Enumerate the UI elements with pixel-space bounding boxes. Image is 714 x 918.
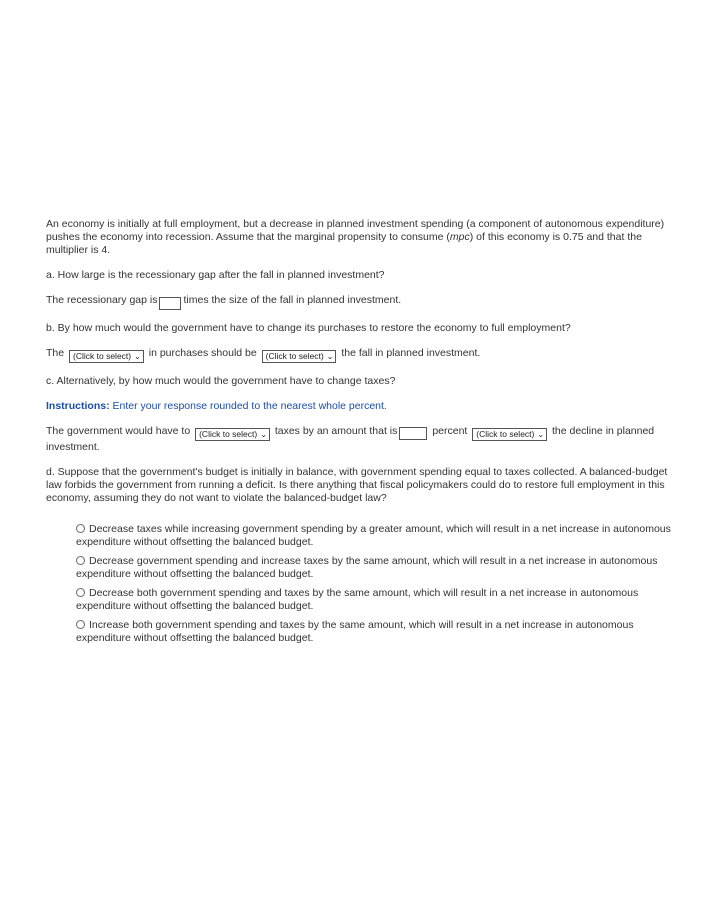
option-label: Decrease government spending and increase taxes by the same amount, which will result in a net increase in autonomous expenditure without offsetting the balanced budget. bbox=[76, 554, 658, 580]
part-b-select-amount[interactable] bbox=[262, 350, 337, 363]
part-c-mid2: percent bbox=[432, 424, 468, 437]
part-a-post: times the size of the fall in planned investment. bbox=[183, 294, 402, 306]
part-d-question: d. Suppose that the government's budget is initially in balance, with government spending equal to taxes collected. A balanced-budget law forbids the government from running a deficit. Is there anything that fiscal policymakers could do to restore full employment in this economy, assuming they do not want to violate the balanced-budget law? bbox=[46, 465, 668, 504]
option-label: Decrease both government spending and taxes by the same amount, which will result in a net increase in autonomous expenditure without offsetting the balanced budget. bbox=[76, 586, 639, 612]
option-item[interactable] bbox=[76, 619, 676, 645]
select-label: (Click to select) bbox=[476, 428, 535, 439]
part-b-question: b. By how much would the government have to change its purchases to restore the economy to full employment? bbox=[46, 321, 571, 334]
part-a-answer-row bbox=[46, 294, 676, 310]
radio-icon[interactable] bbox=[76, 588, 85, 597]
select-label: (Click to select) bbox=[265, 350, 324, 361]
select-label: (Click to select) bbox=[73, 350, 132, 361]
recessionary-gap-input[interactable] bbox=[159, 297, 181, 310]
instructions-label: Instructions: bbox=[46, 399, 110, 412]
intro-part: An economy is initially at full employment, but a decrease in planned investment spending (a component of autonomous expenditure) pushes the economy into recession. Assume that the marginal propensity to consume ( bbox=[46, 218, 665, 243]
part-c-select-comparison[interactable] bbox=[472, 428, 547, 441]
part-c-mid1: taxes by an amount that is bbox=[274, 424, 398, 437]
chevron-down-icon: ⌄ bbox=[537, 429, 545, 439]
option-label: Increase both government spending and taxes by the same amount, which will result in a net increase in autonomous expenditure without offsetting the balanced budget. bbox=[76, 618, 634, 644]
chevron-down-icon: ⌄ bbox=[326, 351, 334, 361]
option-item[interactable] bbox=[76, 555, 676, 581]
part-b-post: the fall in planned investment. bbox=[341, 346, 481, 359]
intro-mpc: mpc bbox=[449, 231, 470, 243]
instructions bbox=[46, 400, 676, 413]
chevron-down-icon: ⌄ bbox=[260, 429, 267, 439]
part-b-pre: The bbox=[46, 346, 65, 359]
part-d-options bbox=[76, 523, 676, 645]
radio-icon[interactable] bbox=[76, 556, 85, 565]
part-c-pre: The government would have to bbox=[46, 424, 191, 437]
intro-text bbox=[46, 218, 676, 257]
part-b-answer-row bbox=[46, 347, 676, 363]
select-label: (Click to select) bbox=[199, 428, 258, 439]
option-item[interactable] bbox=[76, 523, 676, 549]
intro-end: ) of this economy is 0.75 and that the multiplier is 4. bbox=[46, 231, 642, 256]
radio-icon[interactable] bbox=[76, 620, 85, 629]
part-a-question: a. How large is the recessionary gap after the fall in planned investment? bbox=[46, 269, 385, 281]
part-a-pre: The recessionary gap is bbox=[46, 294, 158, 306]
part-c-select-direction[interactable] bbox=[195, 428, 270, 441]
part-b-mid: in purchases should be bbox=[148, 346, 257, 359]
chevron-down-icon: ⌄ bbox=[134, 351, 141, 361]
instructions-text: Enter your response rounded to the nearest whole percent. bbox=[112, 399, 387, 412]
part-c-question: c. Alternatively, by how much would the government have to change taxes? bbox=[46, 374, 396, 387]
radio-icon[interactable] bbox=[76, 524, 85, 533]
option-item[interactable] bbox=[76, 587, 676, 613]
option-label: Decrease taxes while increasing government spending by a greater amount, which will result in a net increase in autonomous expenditure without offsetting the balanced budget. bbox=[76, 522, 671, 548]
part-b-select-change[interactable] bbox=[69, 350, 144, 363]
tax-percent-input[interactable] bbox=[399, 427, 427, 440]
part-c-post: the decline in planned investment. bbox=[46, 424, 655, 453]
part-c-answer-row bbox=[46, 425, 676, 454]
question-content bbox=[46, 218, 676, 651]
